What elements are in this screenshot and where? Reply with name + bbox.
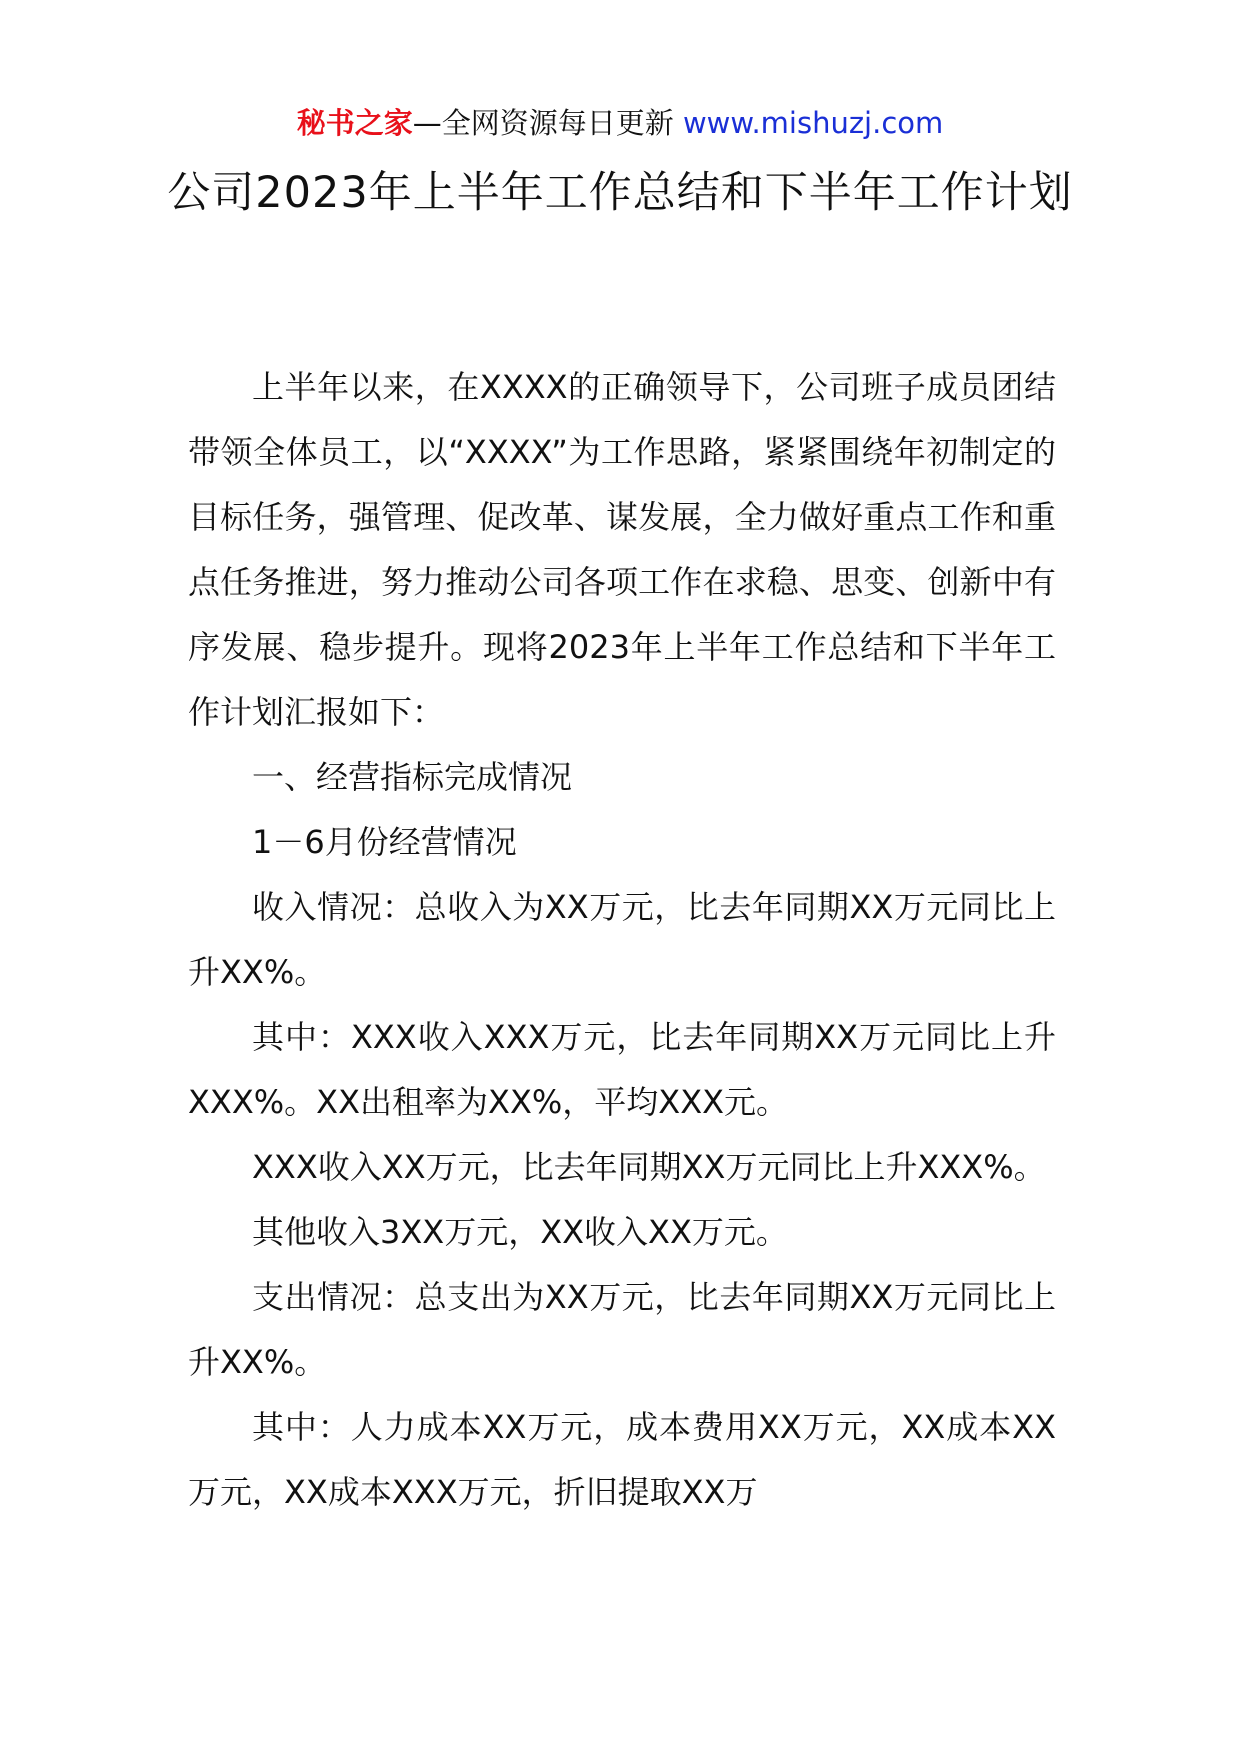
header-tagline: —全网资源每日更新 [412,106,674,140]
paragraph-revenue-breakdown: 其中：XXX收入XXX万元，比去年同期XX万元同比上升XXX%。XX出租率为XX%，平均XXX元。 [188,1018,1056,1121]
brand-name: 秘书之家 [296,106,413,140]
paragraph-other-revenue: 其他收入3XX万元，XX收入XX万元。 [252,1213,788,1251]
document-body [188,355,1056,1525]
site-url-link[interactable]: www.mishuzj.com [682,106,944,140]
paragraph-expenditure: 支出情况：总支出为XX万元，比去年同期XX万元同比上升XX%。 [188,1278,1056,1381]
paragraph-expenditure-breakdown: 其中：人力成本XX万元，成本费用XX万元，XX成本XX万元，XX成本XXX万元，折旧提取XX万 [188,1408,1056,1511]
document-title: 公司2023年上半年工作总结和下半年工作计划 [167,168,1073,218]
paragraph-intro: 上半年以来，在XXXX的正确领导下，公司班子成员团结带领全体员工，以“XXXX”为工作思路，紧紧围绕年初制定的目标任务，强管理、促改革、谋发展，全力做好重点工作和重点任务推进，努力推动公司各项工作在求稳、思变、创新中有序发展、稳步提升。现将2023年上半年工作总结和下半年工作计划汇报如下： [188,368,1056,731]
subheading-jan-jun-operations: 1－6月份经营情况 [252,823,517,861]
paragraph-revenue: 收入情况：总收入为XX万元，比去年同期XX万元同比上升XX%。 [188,888,1056,991]
paragraph-xxx-revenue: XXX收入XX万元，比去年同期XX万元同比上升XXX%。 [252,1148,1046,1186]
site-header [0,100,1240,146]
section-heading-operating-indicators: 一、经营指标完成情况 [252,758,573,796]
